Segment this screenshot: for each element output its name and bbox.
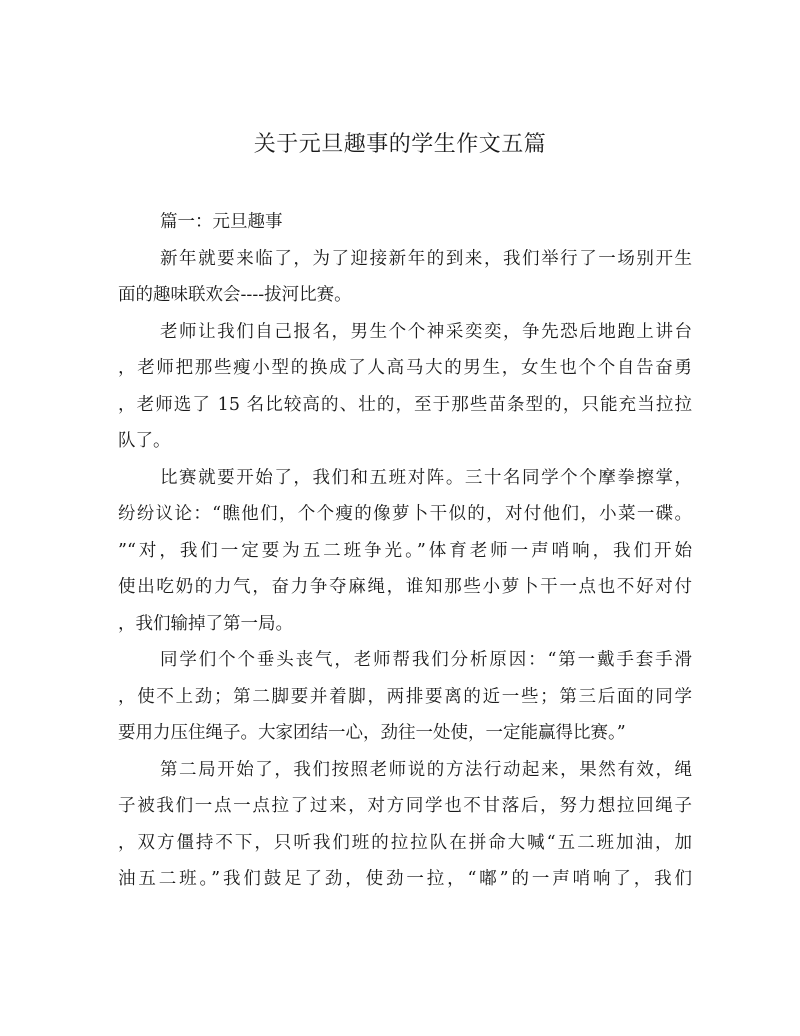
document-body xyxy=(118,204,692,898)
text-line: 队了。 xyxy=(118,431,171,451)
text-line: ，老师把那些瘦小型的换成了人高马大的男生，女生也个个自告奋勇 xyxy=(118,358,692,378)
text-line: ，老师选了 15 名比较高的、壮的，至于那些苗条型的，只能充当拉拉 xyxy=(118,394,692,415)
document-title: 关于元旦趣事的学生作文五篇 xyxy=(253,132,547,157)
text-line: 同学们个个垂头丧气，老师帮我们分析原因：“第一戴手套手滑 xyxy=(160,650,692,670)
text-line: ，使不上劲；第二脚要并着脚，两排要离的近一些；第三后面的同学 xyxy=(118,686,692,707)
text-line: 油五二班。”我们鼓足了劲，使劲一拉，“嘟”的一声哨响了，我们 xyxy=(118,869,692,889)
text-line: 新年就要来临了，为了迎接新年的到来，我们举行了一场别开生 xyxy=(160,248,692,269)
text-line: 面的趣味联欢会----拔河比赛。 xyxy=(118,285,352,305)
text-line: ，双方僵持不下，只听我们班的拉拉队在拼命大喊“五二班加油，加 xyxy=(118,832,692,853)
text-line: ，我们输掉了第一局。 xyxy=(118,613,293,634)
text-line: 第二局开始了，我们按照老师说的方法行动起来，果然有效，绳 xyxy=(160,759,692,780)
text-line: 要用力压住绳子。大家团结一心，劲往一处使，一定能赢得比赛。” xyxy=(118,723,626,743)
section-heading: 篇一：元旦趣事 xyxy=(160,212,283,232)
text-line: 子被我们一点一点拉了过来，对方同学也不甘落后，努力想拉回绳子 xyxy=(118,796,692,816)
text-line: 老师让我们自己报名，男生个个神采奕奕，争先恐后地跑上讲台 xyxy=(160,321,692,342)
text-line: 比赛就要开始了，我们和五班对阵。三十名同学个个摩拳擦掌， xyxy=(160,467,692,488)
text-line: 使出吃奶的力气，奋力争夺麻绳，谁知那些小萝卜干一点也不好对付 xyxy=(118,577,692,597)
text-line: 纷纷议论：“瞧他们，个个瘦的像萝卜干似的，对付他们，小菜一碟。 xyxy=(118,504,692,524)
text-line: ”“对，我们一定要为五二班争光。”体育老师一声哨响，我们开始 xyxy=(118,540,692,561)
